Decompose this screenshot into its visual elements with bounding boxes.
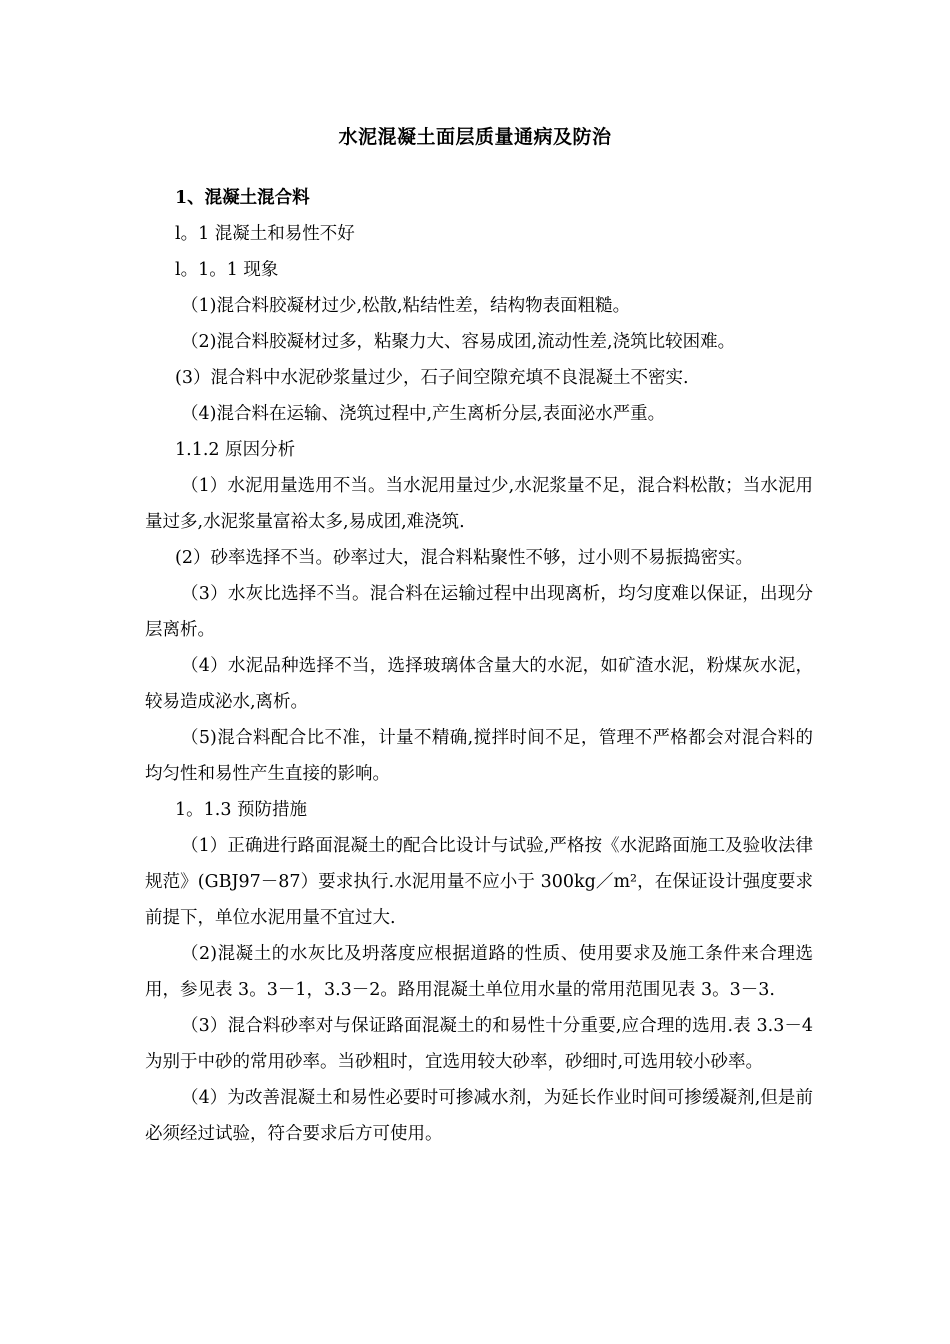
paragraph: （3）水灰比选择不当。混合料在运输过程中出现离析，均匀度难以保证，出现分层离析。	[145, 584, 813, 640]
paragraph: （1）水泥用量选用不当。当水泥用量过少,水泥浆量不足，混合料松散；当水泥用量过多,水泥浆量富裕太多,易成团,难浇筑.	[145, 476, 813, 532]
paragraph: （2)混合料胶凝材过多，粘聚力大、容易成团,流动性差,浇筑比较困难。	[181, 332, 736, 352]
paragraph: （4)混合料在运输、浇筑过程中,产生离析分层,表面泌水严重。	[181, 404, 666, 424]
subsubsection-heading: 1.1.2 原因分析	[175, 440, 296, 460]
paragraph: （4）为改善混凝土和易性必要时可掺减水剂，为延长作业时间可掺缓凝剂,但是前必须经过试验，符合要求后方可使用。	[145, 1088, 813, 1144]
paragraph: （1)混合料胶凝材过少,松散,粘结性差，结构物表面粗糙。	[181, 296, 631, 316]
paragraph: （4）水泥品种选择不当，选择玻璃体含量大的水泥，如矿渣水泥，粉煤灰水泥，较易造成泌水,离析。	[145, 656, 813, 712]
paragraph: (3）混合料中水泥砂浆量过少，石子间空隙充填不良混凝土不密实.	[175, 368, 689, 388]
subsection-heading: l。1 混凝土和易性不好	[175, 224, 355, 244]
document-title: 水泥混凝土面层质量通病及防治	[338, 126, 612, 148]
paragraph: （3）混合料砂率对与保证路面混凝土的和易性十分重要,应合理的选用.表 3.3－4 为别于中砂的常用砂率。当砂粗时，宜选用较大砂率，砂细时,可选用较小砂率。	[145, 1016, 813, 1072]
subsubsection-heading: 1。1.3 预防措施	[175, 800, 308, 820]
paragraph: （5)混合料配合比不准，计量不精确,搅拌时间不足，管理不严格都会对混合料的均匀性和易性产生直接的影响。	[145, 728, 813, 784]
paragraph: （2)混凝土的水灰比及坍落度应根据道路的性质、使用要求及施工条件来合理选用，参见表 3。3－1，3.3－2。路用混凝土单位用水量的常用范围见表 3。3－3.	[145, 944, 813, 1000]
paragraph: （1）正确进行路面混凝土的配合比设计与试验,严格按《水泥路面施工及验收法律规范》(GBJ97－87）要求执行.水泥用量不应小于 300kg／m²，在保证设计强度要求前提下，单位水泥用量不宜过大.	[145, 836, 813, 928]
subsubsection-heading: l。1。1 现象	[175, 260, 279, 280]
paragraph: (2）砂率选择不当。砂率过大，混合料粘聚性不够，过小则不易振捣密实。	[175, 548, 753, 568]
section-heading: 1、混凝土混合料	[175, 188, 310, 208]
document-body	[145, 180, 813, 1152]
